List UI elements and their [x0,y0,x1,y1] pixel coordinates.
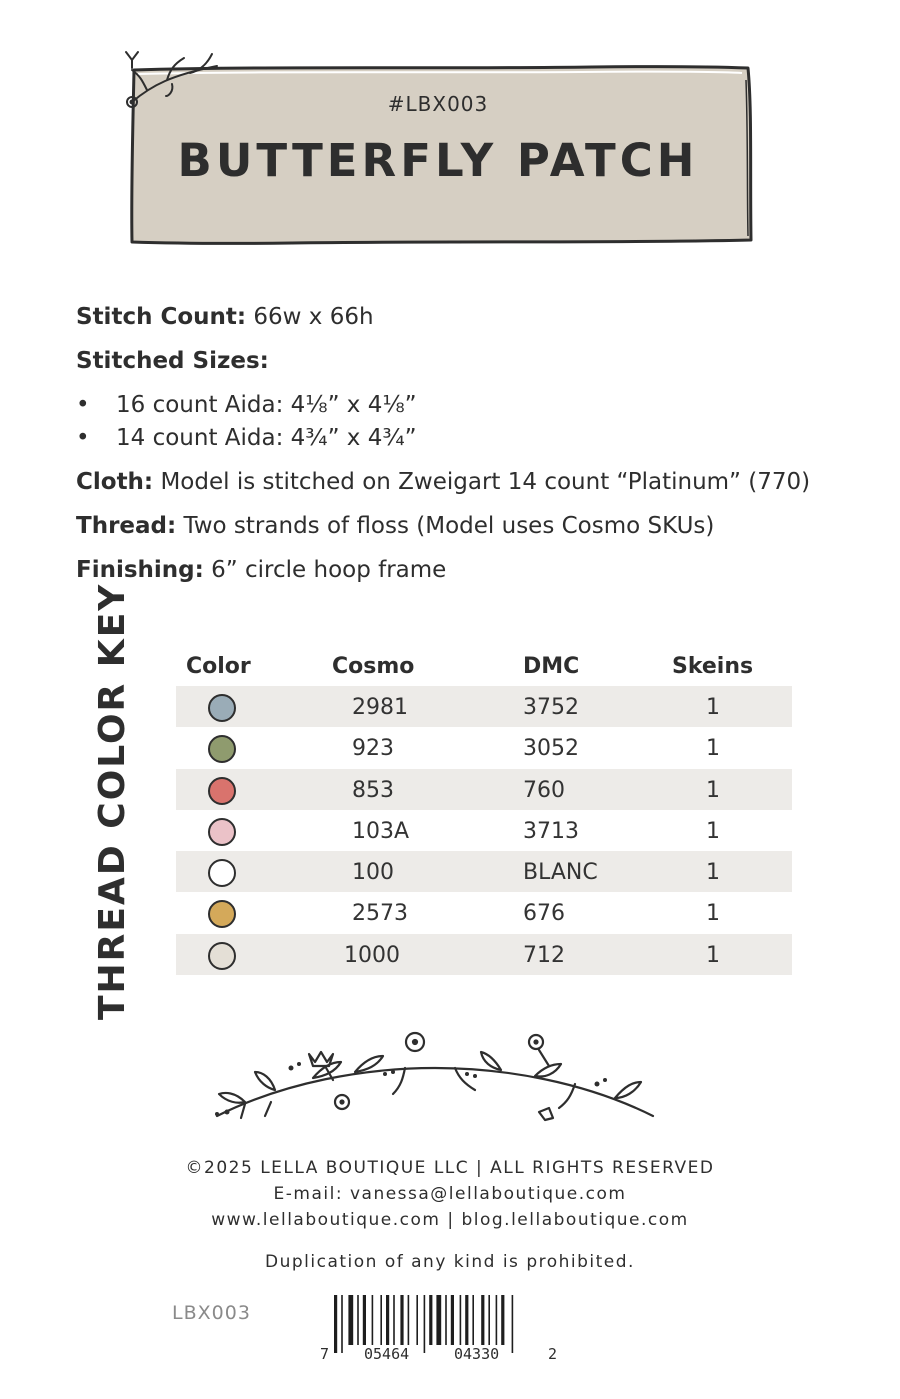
barcode [316,1295,558,1363]
barcode-bar [334,1295,337,1353]
stitch-count [76,304,374,330]
barcode-icon [316,1295,548,1357]
header-dmc: DMC [523,654,580,679]
barcode-bar [348,1295,353,1345]
table-row [176,686,792,727]
table-row [176,810,792,851]
dmc-value: 676 [523,901,565,927]
color-swatch-icon [208,859,236,887]
barcode-digits-left: 05464 [364,1345,410,1363]
barcode-bar [341,1295,343,1353]
barcode-bar [429,1295,432,1345]
cloth [76,469,810,495]
floral-vine-icon [205,1020,665,1132]
stitched-sizes-heading [76,348,269,374]
skeins-value: 1 [706,860,720,886]
copyright-line: ©2025 LELLA BOUTIQUE LLC | ALL RIGHTS RESERVED [185,1158,715,1178]
thread-value: Two strands of floss (Model uses Cosmo SKUs) [183,513,715,539]
duplication-notice: Duplication of any kind is prohibited. [265,1252,635,1272]
table-row [176,934,792,975]
table-row [176,727,792,768]
skeins-value: 1 [706,695,720,720]
color-swatch-icon [208,735,236,763]
header-skeins: Skeins [672,654,754,679]
barcode-bar [451,1295,454,1345]
cloth-value: Model is stitched on Zweigart 14 count “Platinum” (770) [160,469,811,495]
table-body [176,686,792,975]
barcode-bar [380,1295,382,1345]
barcode-bar [357,1295,359,1345]
title-banner [112,40,764,256]
thread-color-table [176,648,792,975]
dmc-value: 3713 [523,818,579,844]
size-item-text: 14 count Aida: 4¾” x 4¾” [116,425,417,451]
finishing-value: 6” circle hoop frame [211,557,447,583]
barcode-bar [372,1295,374,1345]
barcode-bar [424,1295,426,1353]
pattern-title: BUTTERFLY PATCH [177,134,699,187]
barcode-bar [408,1295,410,1345]
website-links[interactable]: www.lellaboutique.com | blog.lellaboutique.com [211,1210,689,1230]
barcode-digits-right: 04330 [454,1345,500,1363]
cosmo-value: 853 [352,777,394,803]
barcode-bar [472,1295,474,1345]
finishing [76,557,446,583]
color-swatch-icon [208,818,236,846]
color-swatch-icon [208,900,236,928]
barcode-bar [386,1295,389,1345]
barcode-digit-check: 2 [548,1345,558,1363]
color-swatch-icon [208,694,236,722]
table-row [176,851,792,892]
skeins-value: 1 [706,901,720,927]
table-header [176,648,792,686]
barcode-digit-first: 7 [320,1345,330,1363]
stitched-sizes-label: Stitched Sizes: [76,348,269,374]
cosmo-value: 2981 [352,695,408,720]
barcode-bar [460,1295,462,1345]
barcode-bar [393,1295,395,1345]
barcode-bar [445,1295,447,1345]
barcode-bar [363,1295,366,1345]
barcode-bar [501,1295,504,1345]
stitch-count-label: Stitch Count: [76,304,247,330]
barcode-bar [436,1295,441,1345]
dmc-value: 3752 [523,695,579,720]
table-row [176,892,792,933]
cosmo-value: 923 [352,736,394,762]
barcode-bar [512,1295,514,1353]
header-color: Color [186,654,251,679]
cosmo-value: 1000 [344,942,400,968]
barcode-bar [465,1295,468,1345]
pattern-code: #LBX003 [387,92,489,116]
size-item [76,425,417,451]
skeins-value: 1 [706,736,720,762]
finishing-label: Finishing: [76,557,204,583]
size-item-text: 16 count Aida: 4⅛” x 4⅛” [116,392,417,418]
dmc-value: 760 [523,777,565,803]
bullet-icon: • [76,392,90,418]
barcode-bar [488,1295,490,1345]
cloth-label: Cloth: [76,469,154,495]
cosmo-value: 2573 [352,901,408,927]
dmc-value: BLANC [523,860,598,886]
color-swatch-icon [208,942,236,970]
barcode-bar [496,1295,498,1345]
cosmo-value: 103A [352,818,410,844]
email-line: E-mail: vanessa@lellaboutique.com [273,1184,627,1204]
cosmo-value: 100 [352,860,394,886]
thread-color-key-title: THREAD COLOR KEY [92,582,133,1020]
stitch-count-value: 66w x 66h [253,304,374,330]
thread [76,513,714,539]
header-cosmo: Cosmo [332,654,415,679]
dmc-value: 3052 [523,736,579,762]
bullet-icon: • [76,425,90,451]
barcode-bar [416,1295,418,1345]
size-item [76,392,417,418]
skeins-value: 1 [706,818,720,844]
thread-label: Thread: [76,513,177,539]
color-swatch-icon [208,777,236,805]
skeins-value: 1 [706,777,720,803]
barcode-bar [400,1295,403,1345]
skeins-value: 1 [706,942,720,968]
table-row [176,769,792,810]
barcode-bar [481,1295,484,1345]
dmc-value: 712 [523,942,565,968]
sku-code: LBX003 [172,1302,251,1324]
